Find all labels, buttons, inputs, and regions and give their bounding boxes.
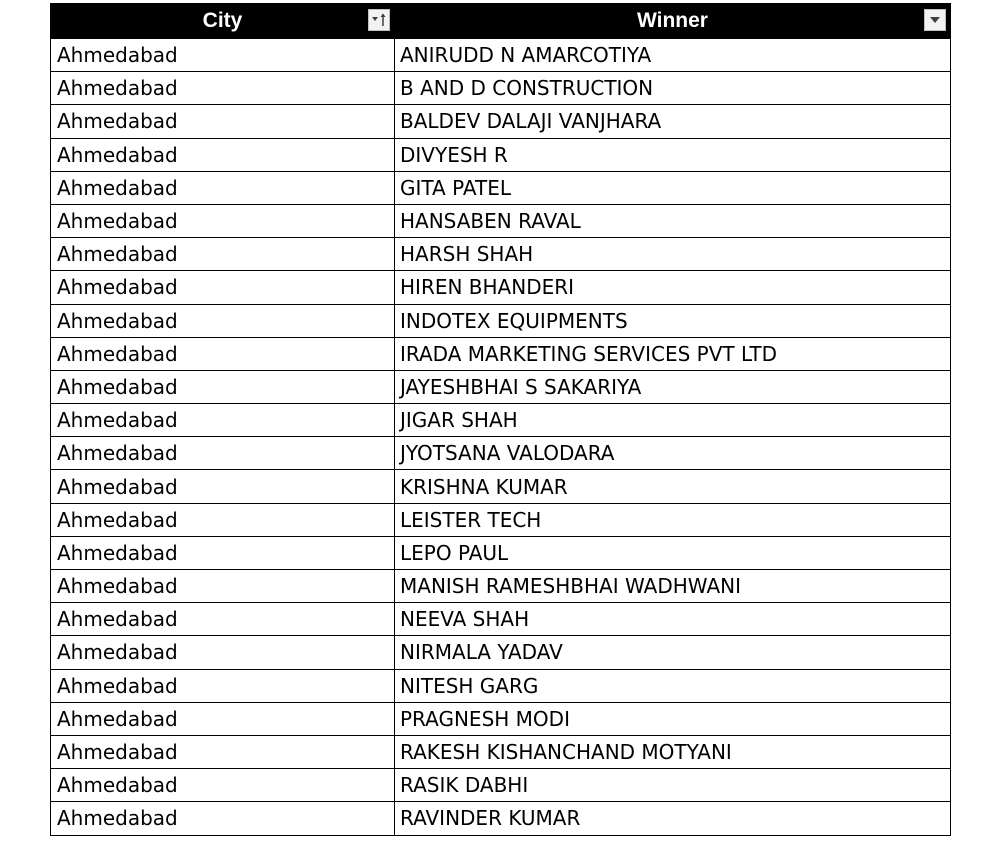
cell-winner[interactable]: RASIK DABHI [395,769,951,802]
cell-winner[interactable]: PRAGNESH MODI [395,702,951,735]
cell-winner[interactable]: IRADA MARKETING SERVICES PVT LTD [395,337,951,370]
cell-city[interactable]: Ahmedabad [51,735,395,768]
table-header [51,4,951,39]
column-header-city-label: City [202,9,243,32]
table-row [51,204,951,237]
winners-table [50,3,951,836]
column-header-winner[interactable] [395,4,951,39]
cell-city[interactable]: Ahmedabad [51,503,395,536]
table-row [51,570,951,603]
cell-city[interactable]: Ahmedabad [51,337,395,370]
column-header-winner-label: Winner [637,9,708,32]
cell-city[interactable]: Ahmedabad [51,404,395,437]
cell-city[interactable]: Ahmedabad [51,702,395,735]
cell-winner[interactable]: BALDEV DALAJI VANJHARA [395,105,951,138]
cell-city[interactable]: Ahmedabad [51,72,395,105]
cell-city[interactable]: Ahmedabad [51,536,395,569]
column-header-city[interactable] [51,4,395,39]
cell-city[interactable]: Ahmedabad [51,39,395,72]
cell-winner[interactable]: LEPO PAUL [395,536,951,569]
table-row [51,337,951,370]
cell-winner[interactable]: DIVYESH R [395,138,951,171]
cell-winner[interactable]: B AND D CONSTRUCTION [395,72,951,105]
cell-city[interactable]: Ahmedabad [51,171,395,204]
table-row [51,470,951,503]
table-row [51,238,951,271]
cell-city[interactable]: Ahmedabad [51,370,395,403]
cell-winner[interactable]: NEEVA SHAH [395,603,951,636]
table-row [51,769,951,802]
table-body [51,39,951,836]
table-row [51,171,951,204]
cell-winner[interactable]: RAKESH KISHANCHAND MOTYANI [395,735,951,768]
cell-winner[interactable]: INDOTEX EQUIPMENTS [395,304,951,337]
cell-winner[interactable]: RAVINDER KUMAR [395,802,951,835]
table-row [51,370,951,403]
cell-city[interactable]: Ahmedabad [51,603,395,636]
spreadsheet [50,3,950,836]
cell-city[interactable]: Ahmedabad [51,138,395,171]
cell-city[interactable]: Ahmedabad [51,802,395,835]
table-row [51,437,951,470]
cell-city[interactable]: Ahmedabad [51,304,395,337]
table-row [51,503,951,536]
header-row [51,4,951,39]
table-row [51,138,951,171]
cell-city[interactable]: Ahmedabad [51,636,395,669]
table-row [51,39,951,72]
cell-city[interactable]: Ahmedabad [51,238,395,271]
table-row [51,72,951,105]
cell-winner[interactable]: KRISHNA KUMAR [395,470,951,503]
table-row [51,304,951,337]
cell-winner[interactable]: LEISTER TECH [395,503,951,536]
cell-winner[interactable]: HIREN BHANDERI [395,271,951,304]
cell-winner[interactable]: HARSH SHAH [395,238,951,271]
cell-winner[interactable]: NIRMALA YADAV [395,636,951,669]
cell-city[interactable]: Ahmedabad [51,470,395,503]
cell-winner[interactable]: ANIRUDD N AMARCOTIYA [395,39,951,72]
dropdown-filter-icon[interactable] [924,9,946,31]
table-row [51,536,951,569]
table-row [51,735,951,768]
cell-winner[interactable]: GITA PATEL [395,171,951,204]
cell-winner[interactable]: MANISH RAMESHBHAI WADHWANI [395,570,951,603]
table-row [51,105,951,138]
cell-winner[interactable]: JIGAR SHAH [395,404,951,437]
cell-city[interactable]: Ahmedabad [51,437,395,470]
cell-winner[interactable]: HANSABEN RAVAL [395,204,951,237]
table-row [51,636,951,669]
table-row [51,669,951,702]
cell-city[interactable]: Ahmedabad [51,669,395,702]
sort-ascending-filter-icon[interactable] [368,9,390,31]
cell-winner[interactable]: NITESH GARG [395,669,951,702]
table-row [51,702,951,735]
cell-city[interactable]: Ahmedabad [51,105,395,138]
cell-city[interactable]: Ahmedabad [51,271,395,304]
table-row [51,802,951,835]
cell-city[interactable]: Ahmedabad [51,769,395,802]
table-row [51,404,951,437]
cell-winner[interactable]: JYOTSANA VALODARA [395,437,951,470]
table-row [51,603,951,636]
cell-city[interactable]: Ahmedabad [51,570,395,603]
table-row [51,271,951,304]
cell-winner[interactable]: JAYESHBHAI S SAKARIYA [395,370,951,403]
cell-city[interactable]: Ahmedabad [51,204,395,237]
